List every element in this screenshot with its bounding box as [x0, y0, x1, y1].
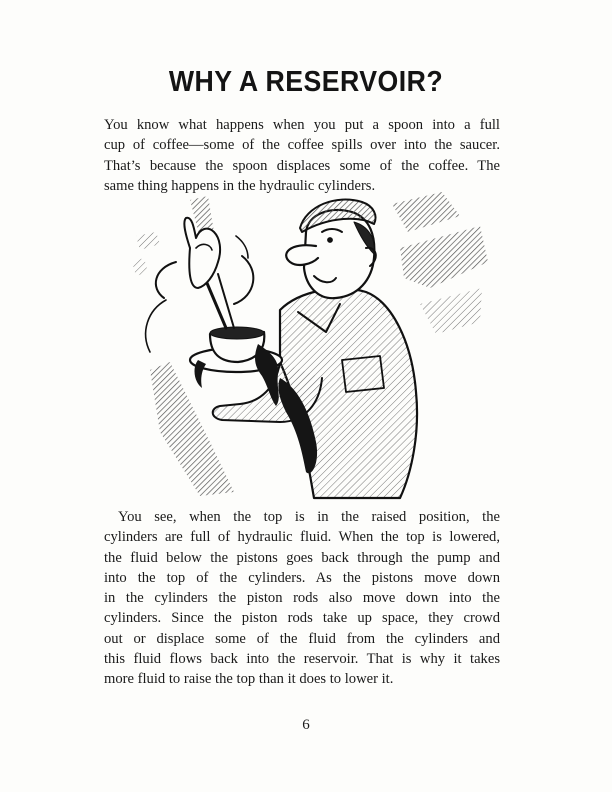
explanation-line: You see, when the top is in the raised position, the: [118, 509, 500, 525]
page-title: WHY A RESERVOIR?: [168, 66, 444, 98]
explanation-line: the fluid below the pistons goes back through the pump and: [104, 549, 500, 566]
explanation-line: this fluid flows back into the reservoir. That is why it takes: [104, 651, 500, 668]
explanation-line: more fluid to raise the top than it does to lower it.: [104, 671, 394, 688]
intro-line: same thing happens in the hydraulic cylinders.: [104, 177, 376, 194]
intro-paragraph: [104, 115, 500, 196]
explanation-line: cylinders are full of hydraulic fluid. When the top is lowered,: [104, 529, 500, 546]
explanation-line: in the cylinders the piston rods also move down into the: [104, 590, 500, 607]
soldier-coffee-illustration: [130, 192, 490, 504]
explanation-line: out or displace some of the fluid from the cylinders and: [104, 630, 500, 647]
intro-line: cup of coffee—some of the coffee spills over into the saucer.: [104, 137, 500, 154]
intro-line: That’s because the spoon displaces some of the coffee. The: [104, 157, 500, 174]
intro-line: You know what happens when you put a spoon into a full: [104, 117, 500, 133]
explanation-line: cylinders. Since the piston rods take up space, they crowd: [104, 610, 500, 627]
explanation-paragraph: [104, 507, 500, 690]
explanation-line: into the top of the cylinders. As the pistons move down: [104, 569, 500, 586]
page-number: 6: [302, 717, 310, 733]
